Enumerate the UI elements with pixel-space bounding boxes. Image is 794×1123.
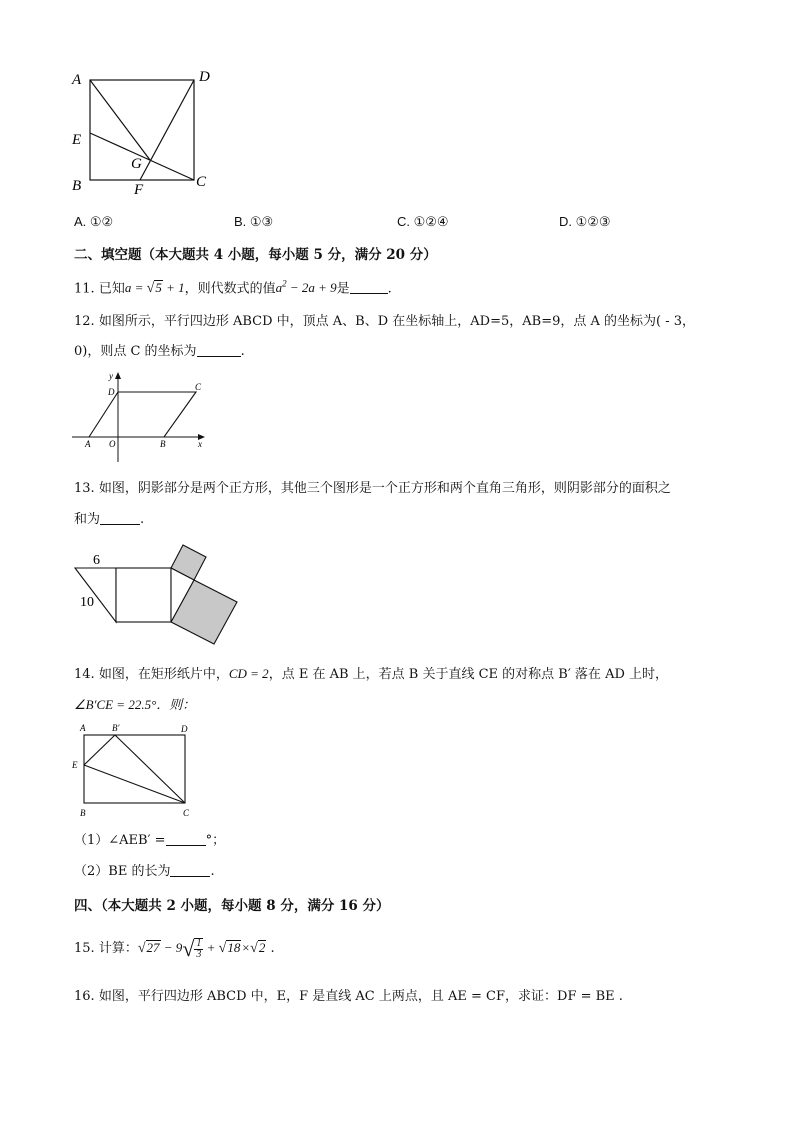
- q16-text: 如图，平行四边形 ABCD 中，E，F 是直线 AC 上两点，且 AE = CF，求证：DF = BE .: [98, 989, 623, 1004]
- question-16: [74, 988, 623, 1006]
- q12-line2: 0)，则点 C 的坐标为: [74, 344, 197, 359]
- q15-fraction-numerator: 1: [196, 938, 202, 949]
- q15-end: .: [270, 940, 275, 956]
- segment-ec: [84, 765, 185, 803]
- label-b: B: [80, 808, 86, 818]
- label-c: C: [195, 382, 202, 392]
- q13-end: .: [140, 512, 145, 527]
- section4-title: 四、（本大题共 2 小题，每小题 8 分，满分 16 分）: [74, 898, 390, 914]
- segment-df: [140, 80, 194, 180]
- q15-radicand-18: 18: [227, 939, 241, 955]
- q11-number: 11.: [74, 281, 95, 297]
- q11-a-equation: a = √5 + 1: [124, 280, 185, 297]
- question-12-line1: [74, 313, 695, 331]
- q11-text1: 已知: [98, 281, 125, 297]
- option-b[interactable]: B. ①③: [234, 214, 274, 229]
- option-a[interactable]: A. ①②: [74, 214, 114, 229]
- label-b: B: [72, 178, 82, 194]
- square-outline: [90, 80, 194, 180]
- q14-cd: CD = 2: [228, 666, 269, 681]
- q14-sub2-end: .: [210, 864, 215, 879]
- q14-sub1-answer-blank[interactable]: [166, 832, 206, 846]
- q14-sub1-unit: °；: [205, 833, 226, 848]
- q15-expression: √27 − 9√ $\frac{1}{3}$ + √18×√2: [137, 935, 266, 961]
- q14-sub1-text: （1）∠AEB′ =: [74, 833, 166, 848]
- q13-line1: 如图，阴影部分是两个正方形，其他三个图形是一个正方形和两个直角三角形，则阴影部分的面积之: [98, 481, 671, 496]
- option-c[interactable]: C. ①②④: [397, 214, 449, 229]
- label-o: O: [109, 439, 116, 449]
- q15-fraction: [194, 938, 203, 960]
- section2-title: 二、填空题（本大题共 4 小题，每小题 5 分，满分 20 分）: [74, 247, 437, 263]
- label-d: D: [199, 69, 210, 85]
- q11-expression: $a^2 - 2a + 9$: [275, 279, 337, 296]
- question-12-line2: [74, 343, 245, 361]
- q16-number: 16.: [74, 989, 95, 1004]
- rectangle-fold-figure: [70, 720, 200, 824]
- q14-line1a: 如图，在矩形纸片中，: [98, 667, 229, 682]
- label-c: C: [196, 174, 207, 190]
- q12-answer-blank[interactable]: [197, 343, 241, 357]
- label-a: A: [72, 72, 82, 88]
- question-13-line1: [74, 480, 671, 498]
- label-six: 6: [93, 553, 100, 568]
- label-c: C: [183, 808, 190, 818]
- q15-plus: +: [206, 939, 216, 955]
- label-d: D: [181, 724, 188, 734]
- question-13-line2: [74, 511, 144, 529]
- q12-end: .: [240, 344, 245, 359]
- q14-subquestion-1: [74, 832, 225, 850]
- q14-line1b: ，点 E 在 AB 上，若点 B 关于直线 CE 的对称点 B′ 落在 AD 上时，: [268, 667, 669, 682]
- segment-b-prime-c: [115, 735, 185, 803]
- parallelogram-coordinate-figure: [70, 368, 215, 466]
- q11-text3: 是: [336, 281, 350, 297]
- q15-radicand-27: 27: [146, 939, 160, 955]
- label-b-prime: B′: [112, 723, 120, 733]
- label-ten: 10: [80, 595, 94, 610]
- q13-line2: 和为: [74, 512, 101, 527]
- option-d[interactable]: D. ①②③: [559, 214, 611, 229]
- q15-label: 计算：: [98, 940, 138, 956]
- segment-eb-prime: [84, 735, 115, 765]
- label-a: A: [85, 439, 91, 449]
- parallelogram: [89, 392, 196, 437]
- q11-end: .: [387, 281, 392, 297]
- q11-text2: ，则代数式的值: [184, 281, 276, 297]
- q14-subquestion-2: [74, 863, 215, 881]
- q15-radicand-2: 2: [258, 939, 266, 955]
- q15-minus-9: − 9: [163, 939, 183, 955]
- q15-number: 15.: [74, 940, 95, 956]
- q15-fraction-denominator: 3: [196, 949, 202, 960]
- q12-line1: 如图所示，平行四边形 ABCD 中，顶点 A、B、D 在坐标轴上，AD=5，AB=9，点 A 的坐标为( - 3，: [98, 314, 696, 329]
- segment-ec: [90, 133, 194, 180]
- y-axis-arrow: [115, 372, 121, 379]
- label-b: B: [160, 439, 166, 449]
- q15-times: ×: [241, 939, 251, 955]
- label-f: F: [134, 182, 144, 198]
- question-14-line2: ∠B′CE = 22.5°．则：: [74, 697, 196, 712]
- label-x: x: [198, 439, 202, 449]
- q11-answer-blank[interactable]: [350, 280, 388, 294]
- q12-number: 12.: [74, 314, 95, 329]
- label-e: E: [72, 760, 78, 770]
- squares-triangles-figure: [70, 540, 240, 646]
- label-a: A: [80, 723, 86, 733]
- q13-answer-blank[interactable]: [100, 511, 140, 525]
- q14-sub2-answer-blank[interactable]: [170, 863, 210, 877]
- label-y: y: [109, 371, 113, 381]
- square-abcd-figure: [68, 64, 218, 199]
- question-11: [74, 275, 392, 298]
- rectangle-abcd: [84, 735, 185, 803]
- middle-square: [116, 568, 171, 622]
- q13-number: 13.: [74, 481, 95, 496]
- label-e: E: [72, 132, 82, 148]
- label-g: G: [131, 156, 142, 172]
- question-15: [74, 935, 275, 961]
- q14-number: 14.: [74, 667, 95, 682]
- label-d: D: [108, 387, 115, 397]
- question-14-line1: [74, 665, 668, 684]
- q14-sub2-text: （2）BE 的长为: [74, 864, 171, 879]
- segment-ag: [90, 80, 150, 160]
